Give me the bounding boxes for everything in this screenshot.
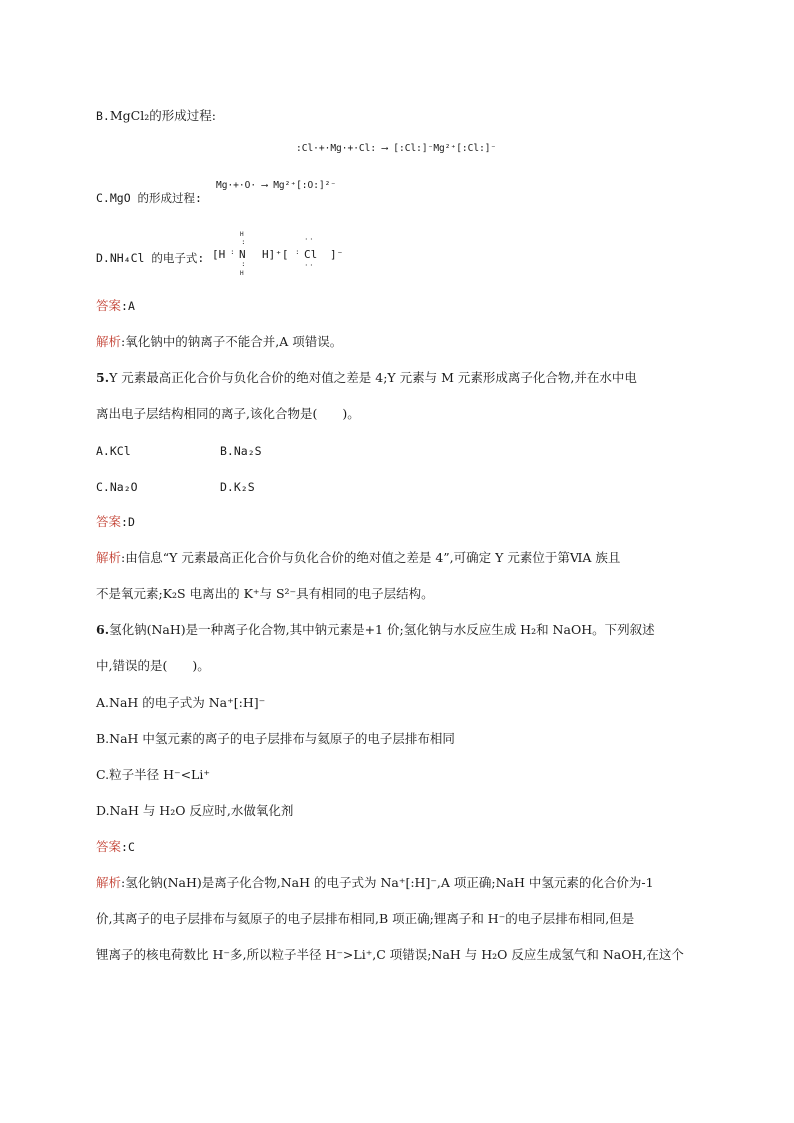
electron-dots: : <box>296 247 299 256</box>
nh4cl-electron-formula <box>212 228 352 278</box>
q5-option-c: C.Na₂O <box>96 480 138 494</box>
q5-analysis-line2 <box>96 585 434 603</box>
electron-dots: : <box>231 247 234 256</box>
q6-option-c-line <box>96 766 210 784</box>
q6-option-d: D.NaH 与 H₂O 反应时,水做氧化剂 <box>96 803 294 818</box>
analysis-label: 解析 <box>96 875 122 890</box>
analysis-text: 价,其离子的电子层排布与氦原子的电子层排布相同,B 项正确;锂离子和 H⁻的电子层排布相同,但是 <box>96 911 635 926</box>
q6-option-b-line <box>96 730 455 748</box>
analysis-text: :氢化钠(NaH)是离子化合物,NaH 的电子式为 Na⁺[:H]⁻,A 项正确;NaH 中氢元素的化合价为-1 <box>121 875 654 890</box>
q5-answer <box>96 513 135 531</box>
q5-options-row1 <box>96 442 262 460</box>
analysis-text: 锂离子的核电荷数比 H⁻多,所以粒子半径 H⁻>Li⁺,C 项错误;NaH 与 H₂O 反应生成氢气和 NaOH,在这个 <box>96 947 684 962</box>
option-c-line <box>96 189 202 207</box>
analysis-text: 不是氧元素;K₂S 电离出的 K⁺与 S²⁻具有相同的电子层结构。 <box>96 586 434 601</box>
answer-value: :D <box>121 515 135 529</box>
q6-option-c: C.粒子半径 H⁻<Li⁺ <box>96 767 210 782</box>
electron-dots: : <box>242 237 245 246</box>
q5-option-a: A.KCl <box>96 444 131 458</box>
q5-options-row2 <box>96 478 255 496</box>
q6-option-a-line <box>96 694 265 712</box>
q6-line1 <box>96 621 655 639</box>
mgo-formation-equation: Mg·+·O· ⟶ Mg²⁺[:O:]²⁻ <box>216 180 337 191</box>
mgcl2-eq-arrow: ⟶ <box>381 143 388 154</box>
q5-stem-1: Y 元素最高正化合价与负化合价的绝对值之差是 4;Y 元素与 M 元素形成离子化合物,并在水中电 <box>109 370 637 385</box>
nh4cl-h-right: H]⁺[ <box>262 248 289 261</box>
mgcl2-eq-right: [:Cl:]⁻Mg²⁺[:Cl:]⁻ <box>393 143 497 154</box>
option-d-label: D.NH₄Cl 的电子式: <box>96 251 205 265</box>
electron-dots: : <box>242 259 245 268</box>
analysis-text: :氧化钠中的钠离子不能合并,A 项错误。 <box>121 334 343 349</box>
q5-number: 5. <box>96 370 110 385</box>
q6-stem-2: 中,错误的是( )。 <box>96 658 210 673</box>
analysis-label: 解析 <box>96 334 122 349</box>
electron-dots: · · <box>305 261 313 270</box>
mgcl2-eq-left: :Cl·+·Mg·+·Cl: <box>296 143 377 154</box>
option-b-line <box>96 107 216 125</box>
q5-line2 <box>96 405 360 423</box>
q6-analysis-line3 <box>96 946 684 964</box>
analysis-label: 解析 <box>96 550 122 565</box>
q6-option-a: A.NaH 的电子式为 Na⁺[:H]⁻ <box>96 695 266 710</box>
q6-number: 6. <box>96 622 110 637</box>
electron-dots: · · <box>305 235 313 244</box>
nh4cl-cl: Cl <box>304 248 318 261</box>
q5-stem-2: 离出电子层结构相同的离子,该化合物是( )。 <box>96 406 360 421</box>
q5-option-d: D.K₂S <box>220 480 255 494</box>
answer-label: 答案 <box>96 298 122 313</box>
analysis-text: :由信息“Y 元素最高正化合价与负化合价的绝对值之差是 4”,可确定 Y 元素位于第ⅥA 族且 <box>121 550 621 565</box>
option-d-line <box>96 249 204 267</box>
q6-answer <box>96 838 135 856</box>
nh4cl-n: N <box>239 248 246 261</box>
option-b-text: MgCl₂的形成过程: <box>109 108 216 123</box>
q6-analysis-line1 <box>96 874 654 892</box>
nh4cl-end: ]⁻ <box>330 248 344 261</box>
option-c-label: C.MgO 的形成过程: <box>96 191 202 205</box>
q5-analysis-line1 <box>96 549 620 567</box>
q5-option-b: B.Na₂S <box>220 444 262 458</box>
answer-label: 答案 <box>96 839 122 854</box>
answer-label: 答案 <box>96 514 122 529</box>
nh4cl-h-bottom: H <box>240 270 244 277</box>
q5-line1 <box>96 369 637 387</box>
answer-value: :C <box>121 840 135 854</box>
q6-option-b: B.NaH 中氢元素的离子的电子层排布与氦原子的电子层排布相同 <box>96 731 455 746</box>
mgcl2-formation-equation <box>296 143 496 154</box>
option-b-label: B. <box>96 109 110 123</box>
answer-value: :A <box>121 299 135 313</box>
q6-option-d-line <box>96 802 293 820</box>
q4-analysis <box>96 333 342 351</box>
q6-line2 <box>96 657 210 675</box>
nh4cl-left-bracket-h: [H <box>212 248 226 261</box>
q6-stem-1: 氢化钠(NaH)是一种离子化合物,其中钠元素是+1 价;氢化钠与水反应生成 H₂和 NaOH。下列叙述 <box>109 622 655 637</box>
nh4cl-h-top: H <box>240 231 244 238</box>
q6-analysis-line2 <box>96 910 634 928</box>
q4-answer <box>96 297 135 315</box>
